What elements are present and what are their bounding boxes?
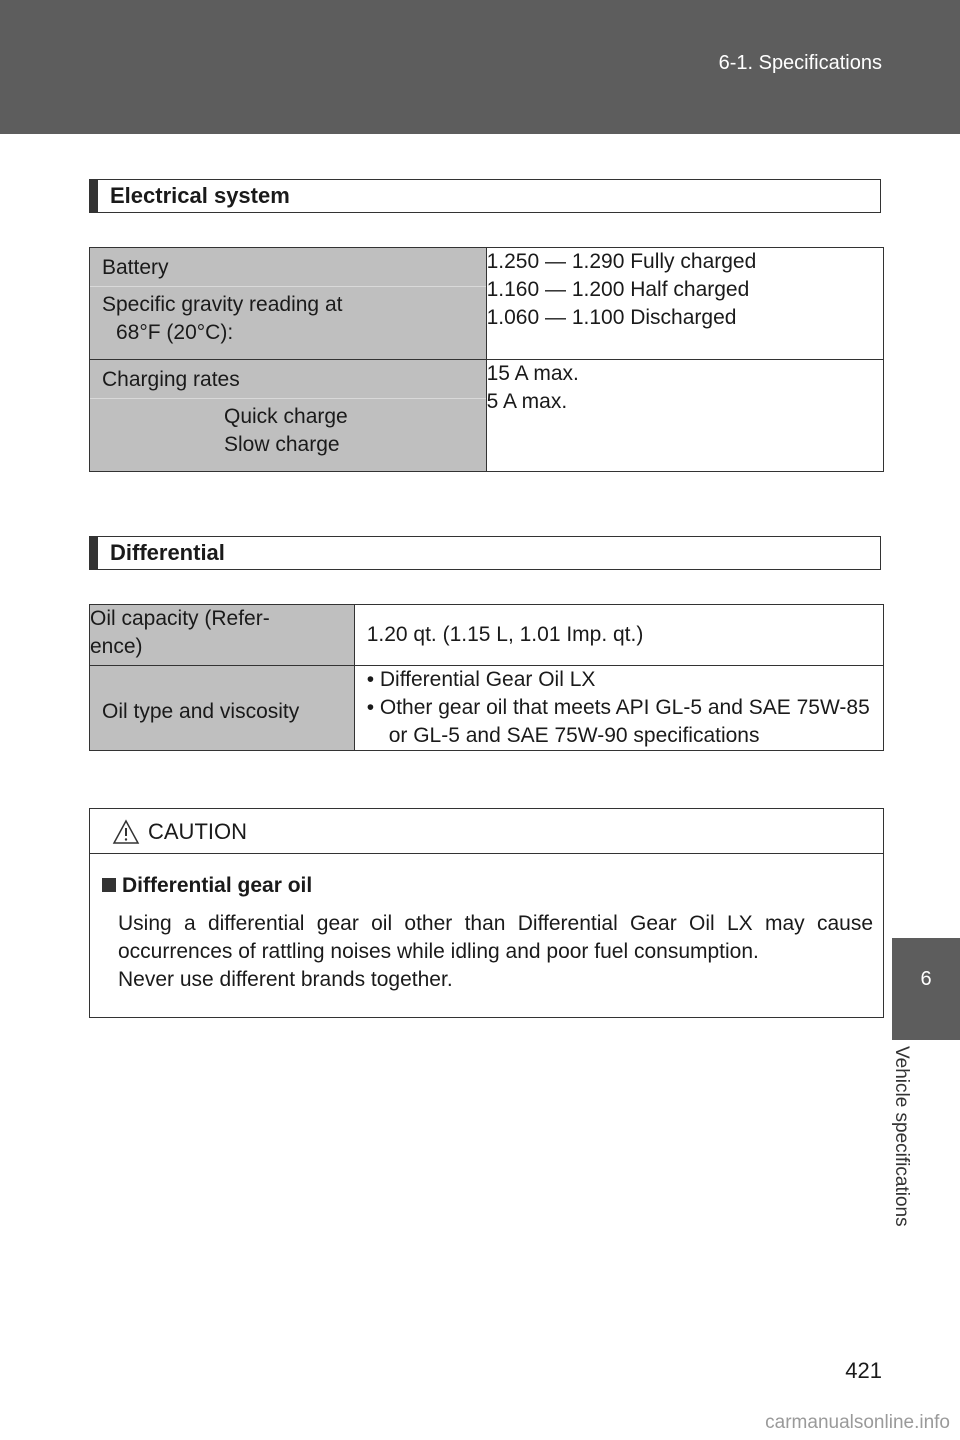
capacity-value: 1.20 qt. (1.15 L, 1.01 Imp. qt.) (366, 623, 644, 646)
caution-header (90, 809, 883, 854)
capacity-value-cell (354, 605, 883, 666)
oil-values-cell (354, 666, 883, 751)
heading-bar (90, 537, 98, 569)
oil-label-cell (90, 666, 355, 751)
gravity-value-half: 1.160 — 1.200 Half charged (486, 278, 750, 301)
gravity-label-line1: Specific gravity reading at (102, 293, 343, 316)
gravity-value-discharged: 1.060 — 1.100 Discharged (486, 306, 737, 329)
table-row (90, 666, 884, 751)
charging-sub-labels (90, 398, 486, 471)
warning-triangle-icon (112, 819, 140, 850)
chapter-tab (892, 938, 960, 1040)
quick-charge-value: 15 A max. (486, 362, 579, 385)
heading-bar (90, 180, 98, 212)
oil-label: Oil type and viscosity (102, 700, 300, 723)
capacity-label-line2: ence) (90, 635, 143, 658)
slow-charge-label: Slow charge (224, 433, 340, 456)
charging-values-cell (486, 360, 883, 472)
battery-label-cell (90, 248, 487, 360)
electrical-table (89, 247, 884, 472)
caution-subheading (102, 872, 873, 900)
caution-box (89, 808, 884, 1018)
differential-heading-label: Differential (110, 540, 225, 565)
charging-title: Charging rates (102, 368, 240, 391)
caution-title: CAUTION (148, 819, 247, 844)
electrical-heading (89, 179, 881, 213)
gravity-label-line2: 68°F (20°C): (116, 321, 234, 344)
gravity-label (90, 286, 486, 359)
charging-label-cell (90, 360, 487, 472)
table-row (90, 248, 884, 360)
section-title: 6-1. Specifications (718, 52, 882, 74)
caution-body (90, 854, 883, 994)
quick-charge-label: Quick charge (224, 405, 348, 428)
chapter-label: Vehicle specifications (891, 1046, 912, 1227)
differential-heading (89, 536, 881, 570)
battery-title: Battery (102, 256, 169, 279)
chapter-number: 6 (920, 968, 932, 990)
table-row (90, 360, 884, 472)
oil-value-1: • Differential Gear Oil LX (366, 668, 596, 691)
capacity-label-cell (90, 605, 355, 666)
oil-value-2: • Other gear oil that meets API GL-5 and SAE 75W-85 or GL-5 and SAE 75W-90 specifications (366, 696, 870, 747)
watermark: carmanualsonline.info (765, 1412, 950, 1433)
capacity-label-line1: Oil capacity (Refer- (90, 607, 270, 630)
caution-paragraph-2: Never use different brands together. (118, 968, 453, 991)
caution-paragraph: Using a differential gear oil other than Differential Gear Oil LX may cause occurrences of rattling noises while idling and poor fuel consumption. (118, 912, 873, 963)
header-band (0, 0, 960, 134)
square-bullet-icon (102, 878, 116, 892)
page-number: 421 (845, 1358, 882, 1383)
gravity-value-full: 1.250 — 1.290 Fully charged (486, 250, 757, 273)
slow-charge-value: 5 A max. (486, 390, 568, 413)
table-row (90, 605, 884, 666)
caution-subheading-text: Differential gear oil (122, 874, 313, 897)
battery-values-cell (486, 248, 883, 360)
differential-table (89, 604, 884, 751)
electrical-heading-label: Electrical system (110, 183, 290, 208)
